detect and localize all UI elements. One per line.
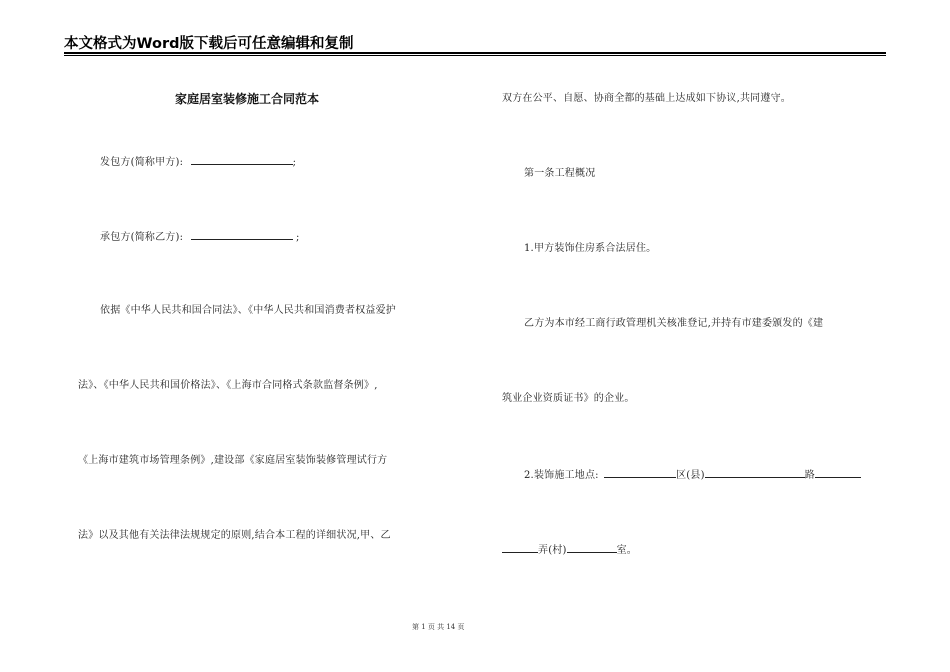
item2-room: 室。 bbox=[616, 545, 638, 556]
road-blank[interactable] bbox=[815, 467, 861, 478]
item1b-line2: 筑业企业资质证书》的企业。 bbox=[502, 393, 635, 404]
document-title: 家庭居室装修施工合同范本 bbox=[175, 92, 320, 106]
item2-prefix: 2.装饰施工地点: bbox=[524, 470, 599, 481]
section1-heading: 第一条工程概况 bbox=[524, 168, 596, 179]
header-rule-thin bbox=[64, 55, 886, 56]
document-header: 本文格式为Word版下载后可任意编辑和复制 bbox=[64, 36, 354, 52]
item2-line2 bbox=[502, 542, 637, 558]
party-a-end: ; bbox=[292, 157, 297, 168]
item1b-line1: 乙方为本市经工商行政管理机关核准登记,并持有市建委颁发的《建 bbox=[524, 318, 824, 329]
para1-line3: 《上海市建筑市场管理条例》,建设部《家庭居室装饰装修管理试行方 bbox=[78, 455, 388, 466]
item2-road: 路 bbox=[804, 470, 815, 481]
party-b-blank[interactable] bbox=[191, 229, 293, 240]
para1-line1: 依据《中华人民共和国合同法》、《中华人民共和国消费者权益爱护 bbox=[100, 305, 396, 316]
item2-district: 区(县) bbox=[676, 470, 705, 481]
party-b-line bbox=[100, 229, 300, 245]
party-a-blank[interactable] bbox=[191, 154, 293, 165]
para1-line5: 双方在公平、自愿、协商全都的基础上达成如下协议,共同遵守。 bbox=[502, 93, 791, 104]
room-blank[interactable] bbox=[567, 542, 617, 553]
party-a-label: 发包方(简称甲方): bbox=[100, 157, 184, 168]
district-blank[interactable] bbox=[604, 467, 676, 478]
para1-line2: 法》、《中华人民共和国价格法》、《上海市合同格式条款监督条例》, bbox=[78, 380, 378, 391]
party-b-label: 承包方(简称乙方): bbox=[100, 232, 184, 243]
party-b-end: ; bbox=[295, 232, 300, 243]
lane-blank[interactable] bbox=[502, 542, 538, 553]
item1: 1.甲方装饰住房系合法居住。 bbox=[524, 243, 657, 254]
item2-line bbox=[524, 467, 861, 483]
page-number: 第 1 页 共 14 页 bbox=[412, 623, 465, 631]
party-a-line bbox=[100, 154, 296, 170]
county-blank[interactable] bbox=[705, 467, 805, 478]
header-rule-thick bbox=[64, 52, 886, 54]
item2-lane: 弄(村) bbox=[538, 545, 567, 556]
para1-line4: 法》以及其他有关法律法规规定的原则,结合本工程的详细状况,甲、乙 bbox=[78, 530, 391, 541]
